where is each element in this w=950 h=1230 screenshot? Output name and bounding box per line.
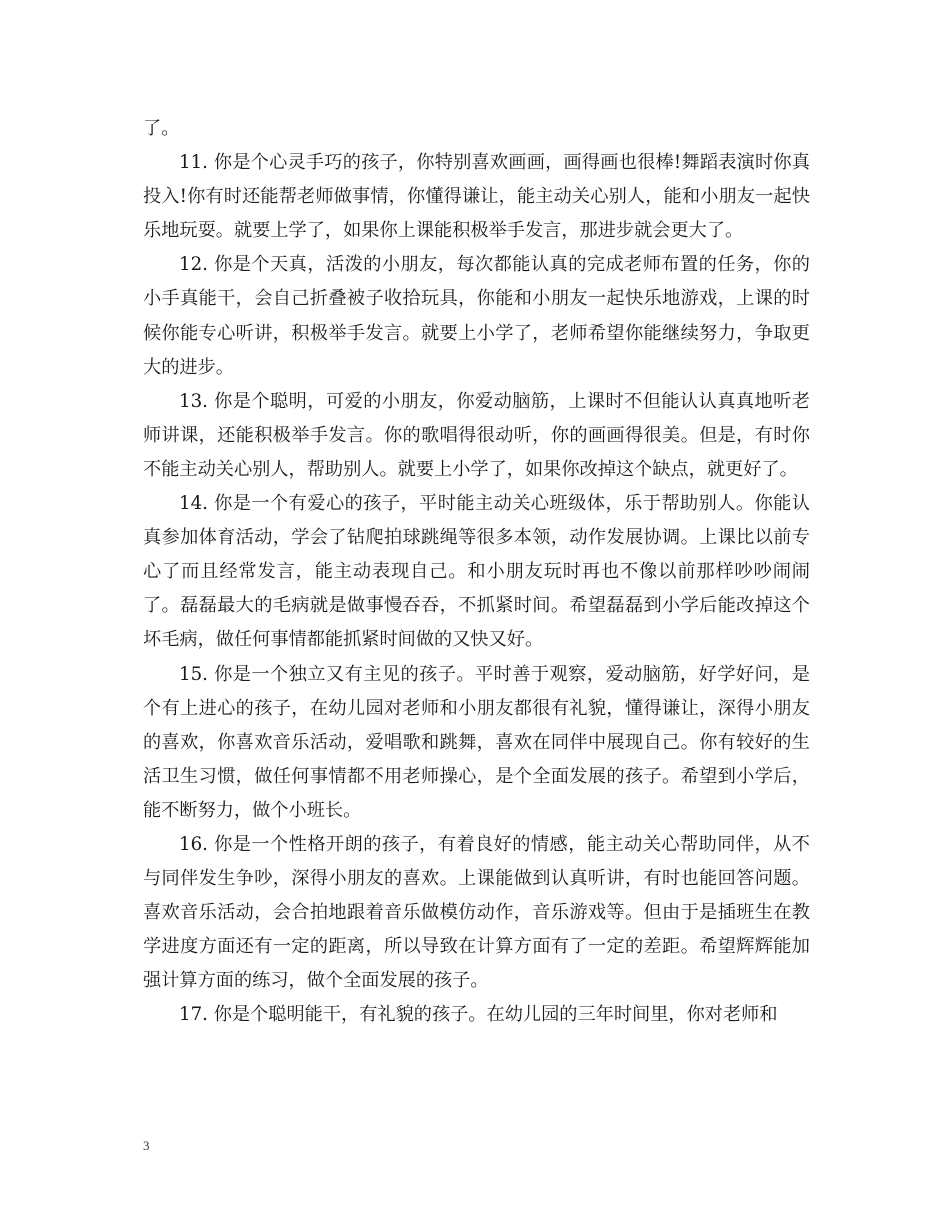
paragraph-15: 15. 你是一个独立又有主见的孩子。平时善于观察，爱动脑筋，好学好问，是个有上进心的孩子，在幼儿园对老师和小朋友都很有礼貌，懂得谦让，深得小朋友的喜欢，你喜欢音乐活动，爱唱歌和跳舞，喜欢在同伴中展现自己。你有较好的生活卫生习惯，做任何事情都不用老师操心，是个全面发展的孩子。希望到小学后，能不断努力，做个小班长。: [143, 663, 810, 821]
paragraph-13: 13. 你是个聪明，可爱的小朋友，你爱动脑筋，上课时不但能认认真真地听老师讲课，还能积极举手发言。你的歌唱得很动听，你的画画得很美。但是，有时你不能主动关心别人，帮助别人。就要上小学了，如果你改掉这个缺点，就更好了。: [143, 390, 810, 480]
document-body: [143, 112, 810, 1033]
paragraph-11: 11. 你是个心灵手巧的孩子，你特别喜欢画画，画得画也很棒!舞蹈表演时你真投入!你有时还能帮老师做事情，你懂得谦让，能主动关心别人，能和小朋友一起快乐地玩耍。就要上学了，如果你上课能积极举手发言，那进步就会更大了。: [143, 152, 810, 242]
paragraph-17: 17. 你是个聪明能干，有礼貌的孩子。在幼儿园的三年时间里，你对老师和: [179, 1004, 778, 1026]
paragraph-continued: 了。: [143, 118, 180, 139]
paragraph-12: 12. 你是个天真，活泼的小朋友，每次都能认真的完成老师布置的任务，你的小手真能干，会自己折叠被子收拾玩具，你能和小朋友一起快乐地游戏，上课的时候你能专心听讲，积极举手发言。就要上小学了，老师希望你能继续努力，争取更大的进步。: [143, 254, 810, 378]
paragraph-14: 14. 你是一个有爱心的孩子，平时能主动关心班级体，乐于帮助别人。你能认真参加体育活动，学会了钻爬拍球跳绳等很多本领，动作发展协调。上课比以前专心了而且经常发言，能主动表现自己。和小朋友玩时再也不像以前那样吵吵闹闹了。磊磊最大的毛病就是做事慢吞吞，不抓紧时间。希望磊磊到小学后能改掉这个坏毛病，做任何事情都能抓紧时间做的又快又好。: [143, 493, 810, 651]
page-number: 3: [143, 1138, 150, 1153]
paragraph-16: 16. 你是一个性格开朗的孩子，有着良好的情感，能主动关心帮助同伴，从不与同伴发生争吵，深得小朋友的喜欢。上课能做到认真听讲，有时也能回答问题。喜欢音乐活动，会合拍地跟着音乐做模仿动作，音乐游戏等。但由于是插班生在教学进度方面还有一定的距离，所以导致在计算方面有了一定的差距。希望辉辉能加强计算方面的练习，做个全面发展的孩子。: [143, 833, 810, 992]
